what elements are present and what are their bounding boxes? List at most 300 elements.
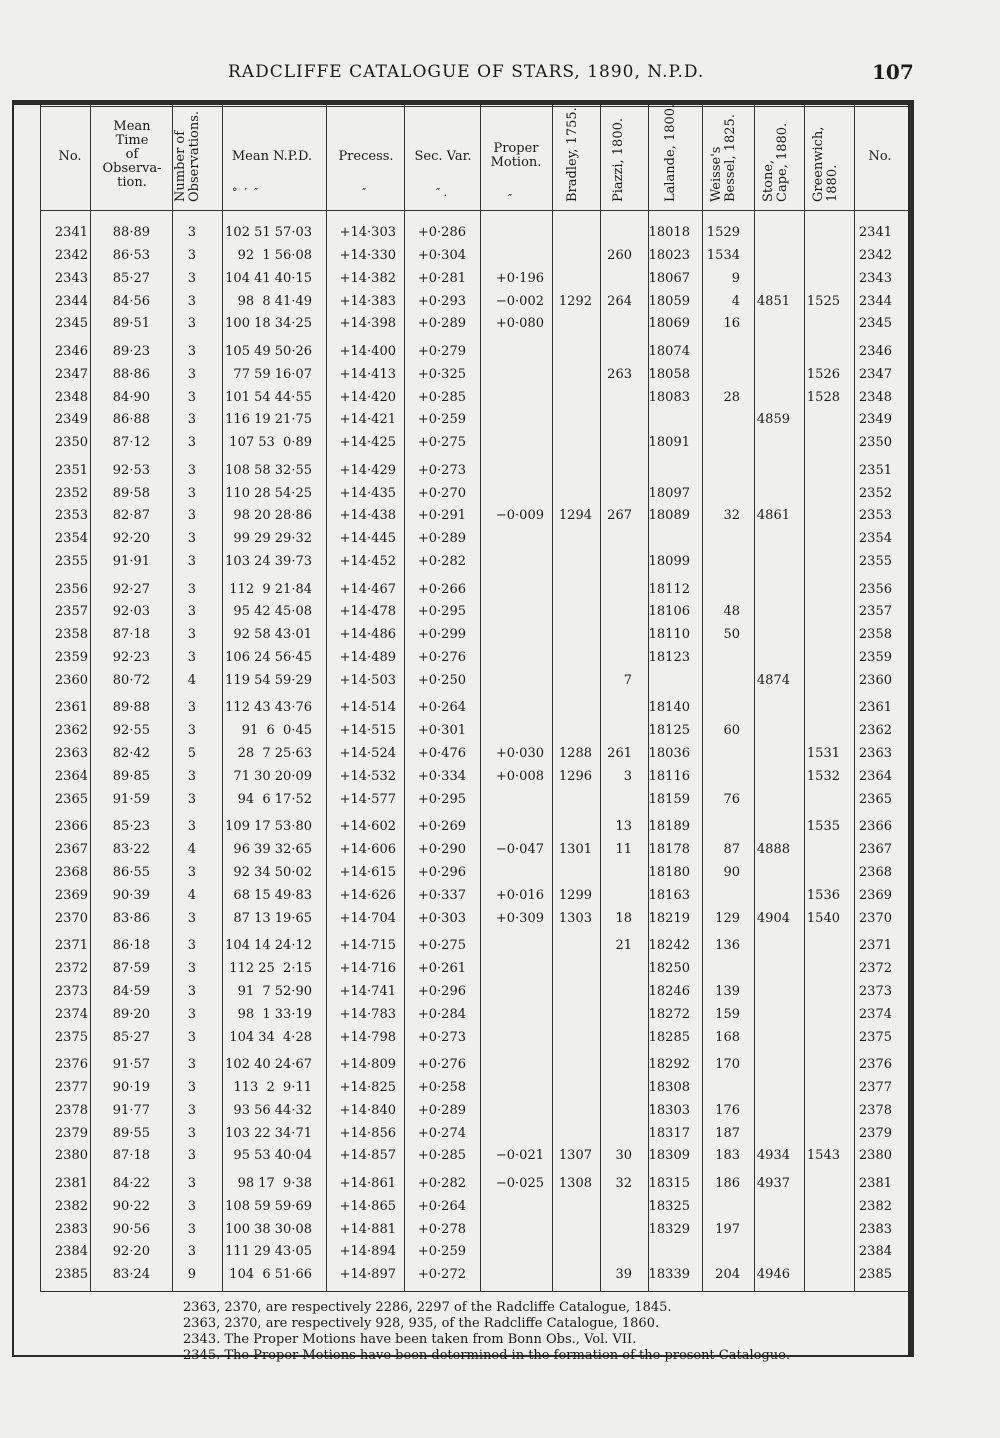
cell-secular-variation: +0·269 — [417, 819, 466, 835]
cell-star-number-right: 2356 — [858, 581, 892, 597]
cell-mean-time: 92·53 — [112, 462, 150, 478]
cell-mean-time: 89·51 — [112, 316, 150, 332]
cell-precession: +14·486 — [339, 627, 396, 643]
cell-proper-motion: −0·021 — [495, 1148, 544, 1164]
header-piazzi: Piazzi, 1800. — [611, 118, 626, 202]
cell-secular-variation: +0·261 — [417, 960, 466, 976]
cell-lalande-ref: 18091 — [648, 435, 690, 451]
cell-precession: +14·715 — [339, 938, 396, 954]
cell-observations: 3 — [187, 723, 196, 739]
cell-precession: +14·897 — [339, 1267, 396, 1283]
cell-mean-npd: 102 51 57·03 — [225, 225, 312, 240]
column-rule — [804, 105, 805, 1291]
cell-observations: 3 — [187, 938, 196, 954]
cell-lalande-ref: 18036 — [648, 746, 690, 762]
cell-secular-variation: +0·276 — [417, 1056, 466, 1072]
cell-observations: 3 — [187, 1198, 196, 1214]
cell-lalande-ref: 18106 — [648, 604, 690, 620]
cell-mean-npd: 99 29 29·32 — [233, 531, 312, 547]
cell-star-number: 2367 — [54, 842, 88, 858]
cell-secular-variation: +0·293 — [417, 293, 466, 309]
cell-lalande-ref: 18069 — [648, 316, 690, 332]
cell-proper-motion: −0·009 — [495, 508, 544, 524]
cell-lalande-ref: 18110 — [648, 627, 690, 643]
cell-secular-variation: +0·259 — [417, 412, 466, 428]
cell-secular-variation: +0·289 — [417, 316, 466, 332]
cell-mean-npd: 71 30 20·09 — [233, 768, 312, 784]
cell-mean-npd: 91 6 0·45 — [241, 723, 312, 739]
cell-lalande-ref: 18272 — [648, 1006, 690, 1022]
cell-star-number: 2347 — [54, 366, 88, 382]
cell-proper-motion: +0·008 — [495, 768, 544, 784]
cell-star-number: 2374 — [54, 1006, 88, 1022]
cell-mean-npd: 91 7 52·90 — [237, 983, 312, 999]
cell-lalande-ref: 18067 — [648, 270, 690, 286]
cell-observations: 3 — [187, 768, 196, 784]
cell-bradley-ref: 1288 — [558, 746, 592, 762]
cell-observations: 3 — [187, 1079, 196, 1095]
cell-proper-motion: −0·002 — [495, 293, 544, 309]
cell-star-number: 2351 — [54, 462, 88, 478]
cell-precession: +14·413 — [339, 366, 396, 382]
cell-star-number-right: 2365 — [858, 791, 892, 807]
cell-mean-time: 90·22 — [112, 1198, 150, 1214]
cell-lalande-ref: 18074 — [648, 343, 690, 359]
cell-mean-time: 91·77 — [112, 1102, 150, 1118]
cell-precession: +14·489 — [339, 650, 396, 666]
cell-mean-npd: 98 8 41·49 — [237, 293, 312, 309]
cell-mean-npd: 98 20 28·86 — [233, 508, 312, 524]
cell-mean-time: 87·18 — [112, 627, 150, 643]
cell-lalande-ref: 18023 — [648, 247, 690, 263]
cell-mean-npd: 103 22 34·71 — [225, 1125, 312, 1141]
cell-mean-npd: 103 24 39·73 — [225, 554, 312, 570]
cell-greenwich-ref: 1536 — [806, 887, 840, 903]
cell-observations: 9 — [187, 1267, 196, 1283]
cell-observations: 3 — [187, 435, 196, 451]
cell-secular-variation: +0·295 — [417, 791, 466, 807]
cell-secular-variation: +0·272 — [417, 1267, 466, 1283]
cell-observations: 3 — [187, 554, 196, 570]
cell-star-number-right: 2385 — [858, 1267, 892, 1283]
cell-star-number-right: 2368 — [858, 864, 892, 880]
cell-star-number: 2383 — [54, 1221, 88, 1237]
cell-mean-npd: 92 34 50·02 — [233, 864, 312, 880]
cell-precession: +14·825 — [339, 1079, 396, 1095]
cell-star-number-right: 2355 — [858, 554, 892, 570]
cell-mean-time: 84·59 — [112, 983, 150, 999]
cell-star-number-right: 2375 — [858, 1029, 892, 1045]
cell-star-number: 2353 — [54, 508, 88, 524]
cell-observations: 4 — [187, 842, 196, 858]
cell-bradley-ref: 1296 — [558, 768, 592, 784]
cell-mean-time: 92·20 — [112, 1244, 150, 1260]
cell-weisse-ref: 76 — [723, 791, 740, 807]
cell-stone-ref: 4861 — [756, 508, 790, 524]
cell-weisse-ref: 139 — [715, 983, 740, 999]
cell-weisse-ref: 48 — [723, 604, 740, 620]
table-top-rule — [40, 106, 911, 107]
cell-star-number-right: 2372 — [858, 960, 892, 976]
cell-star-number: 2354 — [54, 531, 88, 547]
header-number-of-observations: Number of Observations. — [173, 110, 202, 202]
cell-star-number: 2352 — [54, 485, 88, 501]
cell-secular-variation: +0·295 — [417, 604, 466, 620]
cell-observations: 3 — [187, 225, 196, 240]
cell-secular-variation: +0·289 — [417, 531, 466, 547]
cell-lalande-ref: 18089 — [648, 508, 690, 524]
cell-lalande-ref: 18292 — [648, 1056, 690, 1072]
cell-observations: 3 — [187, 581, 196, 597]
cell-weisse-ref: 9 — [731, 270, 740, 286]
cell-secular-variation: +0·304 — [417, 247, 466, 263]
cell-greenwich-ref: 1543 — [806, 1148, 840, 1164]
cell-lalande-ref: 18250 — [648, 960, 690, 976]
cell-weisse-ref: 32 — [723, 508, 740, 524]
cell-mean-time: 92·55 — [112, 723, 150, 739]
cell-star-number-right: 2373 — [858, 983, 892, 999]
cell-star-number: 2345 — [54, 316, 88, 332]
cell-lalande-ref: 18189 — [648, 819, 690, 835]
cell-mean-time: 92·03 — [112, 604, 150, 620]
cell-observations: 3 — [187, 650, 196, 666]
cell-observations: 4 — [187, 672, 196, 688]
cell-mean-npd: 100 18 34·25 — [225, 316, 312, 332]
cell-proper-motion: +0·030 — [495, 746, 544, 762]
cell-star-number-right: 2344 — [858, 293, 892, 309]
cell-lalande-ref: 18219 — [648, 910, 690, 926]
cell-star-number: 2341 — [54, 225, 88, 240]
cell-piazzi-ref: 39 — [615, 1267, 632, 1283]
cell-mean-time: 87·18 — [112, 1148, 150, 1164]
cell-observations: 3 — [187, 366, 196, 382]
header-precess-units: ″ — [362, 186, 367, 199]
cell-lalande-ref: 18123 — [648, 650, 690, 666]
cell-star-number: 2381 — [54, 1175, 88, 1191]
cell-observations: 3 — [187, 864, 196, 880]
cell-star-number-right: 2360 — [858, 672, 892, 688]
cell-precession: +14·606 — [339, 842, 396, 858]
cell-star-number-right: 2350 — [858, 435, 892, 451]
cell-lalande-ref: 18163 — [648, 887, 690, 903]
cell-star-number: 2370 — [54, 910, 88, 926]
cell-mean-time: 86·55 — [112, 864, 150, 880]
cell-precession: +14·425 — [339, 435, 396, 451]
cell-mean-time: 90·39 — [112, 887, 150, 903]
cell-lalande-ref: 18308 — [648, 1079, 690, 1095]
cell-star-number-right: 2374 — [858, 1006, 892, 1022]
cell-precession: +14·514 — [339, 700, 396, 716]
cell-precession: +14·303 — [339, 225, 396, 240]
cell-lalande-ref: 18325 — [648, 1198, 690, 1214]
cell-bradley-ref: 1294 — [558, 508, 592, 524]
cell-observations: 5 — [187, 746, 196, 762]
cell-mean-npd: 112 25 2·15 — [229, 960, 312, 976]
cell-observations: 3 — [187, 1125, 196, 1141]
cell-secular-variation: +0·290 — [417, 842, 466, 858]
cell-precession: +14·524 — [339, 746, 396, 762]
cell-lalande-ref: 18339 — [648, 1267, 690, 1283]
header-mean-npd: Mean N.P.D. — [231, 149, 313, 164]
cell-piazzi-ref: 13 — [615, 819, 632, 835]
cell-mean-npd: 109 17 53·80 — [225, 819, 312, 835]
cell-star-number-right: 2352 — [858, 485, 892, 501]
cell-precession: +14·467 — [339, 581, 396, 597]
footnote: 2363, 2370, are respectively 928, 935, of the Radcliffe Catalogue, 1860. — [183, 1316, 660, 1331]
column-rule — [222, 105, 223, 1291]
column-rule — [40, 105, 41, 1291]
cell-star-number-right: 2362 — [858, 723, 892, 739]
cell-secular-variation: +0·275 — [417, 435, 466, 451]
column-rule — [172, 105, 173, 1291]
header-proper-motion: Proper Motion. — [490, 141, 542, 170]
cell-mean-time: 89·20 — [112, 1006, 150, 1022]
cell-star-number-right: 2363 — [858, 746, 892, 762]
cell-mean-npd: 94 6 17·52 — [237, 791, 312, 807]
header-sec-var: Sec. Var. — [414, 149, 472, 164]
cell-precession: +14·435 — [339, 485, 396, 501]
cell-star-number-right: 2376 — [858, 1056, 892, 1072]
cell-mean-time: 86·53 — [112, 247, 150, 263]
cell-secular-variation: +0·279 — [417, 343, 466, 359]
cell-mean-npd: 105 49 50·26 — [225, 343, 312, 359]
cell-mean-time: 88·86 — [112, 366, 150, 382]
cell-precession: +14·783 — [339, 1006, 396, 1022]
cell-mean-time: 88·89 — [112, 225, 150, 240]
cell-stone-ref: 4904 — [756, 910, 790, 926]
cell-mean-npd: 107 53 0·89 — [229, 435, 312, 451]
cell-observations: 3 — [187, 508, 196, 524]
header-npd-units: ° ′ ″ — [232, 186, 259, 199]
footnote: 2345. The Proper Motions have been determined in the formation of the present Catalogue. — [183, 1348, 790, 1363]
cell-bradley-ref: 1303 — [558, 910, 592, 926]
cell-mean-npd: 104 6 51·66 — [229, 1267, 312, 1283]
cell-precession: +14·478 — [339, 604, 396, 620]
cell-mean-npd: 28 7 25·63 — [237, 746, 312, 762]
cell-star-number-right: 2348 — [858, 389, 892, 405]
cell-secular-variation: +0·259 — [417, 1244, 466, 1260]
cell-star-number: 2377 — [54, 1079, 88, 1095]
cell-precession: +14·741 — [339, 983, 396, 999]
cell-star-number-right: 2369 — [858, 887, 892, 903]
cell-star-number: 2366 — [54, 819, 88, 835]
cell-precession: +14·452 — [339, 554, 396, 570]
cell-weisse-ref: 87 — [723, 842, 740, 858]
cell-star-number: 2364 — [54, 768, 88, 784]
cell-piazzi-ref: 32 — [615, 1175, 632, 1191]
cell-piazzi-ref: 261 — [607, 746, 632, 762]
cell-lalande-ref: 18018 — [648, 225, 690, 240]
cell-weisse-ref: 1529 — [706, 225, 740, 240]
cell-observations: 3 — [187, 791, 196, 807]
column-rule — [404, 105, 405, 1291]
cell-star-number: 2343 — [54, 270, 88, 286]
cell-piazzi-ref: 3 — [623, 768, 632, 784]
cell-lalande-ref: 18180 — [648, 864, 690, 880]
cell-precession: +14·798 — [339, 1029, 396, 1045]
cell-observations: 3 — [187, 604, 196, 620]
column-rule — [600, 105, 601, 1291]
cell-star-number: 2384 — [54, 1244, 88, 1260]
cell-star-number-right: 2382 — [858, 1198, 892, 1214]
cell-lalande-ref: 18159 — [648, 791, 690, 807]
cell-greenwich-ref: 1540 — [806, 910, 840, 926]
cell-secular-variation: +0·325 — [417, 366, 466, 382]
cell-observations: 3 — [187, 531, 196, 547]
cell-lalande-ref: 18309 — [648, 1148, 690, 1164]
cell-proper-motion: −0·047 — [495, 842, 544, 858]
cell-mean-npd: 95 53 40·04 — [233, 1148, 312, 1164]
cell-piazzi-ref: 264 — [607, 293, 632, 309]
table-bottom-rule — [40, 1291, 911, 1292]
cell-star-number-right: 2381 — [858, 1175, 892, 1191]
cell-piazzi-ref: 260 — [607, 247, 632, 263]
cell-lalande-ref: 18097 — [648, 485, 690, 501]
cell-piazzi-ref: 263 — [607, 366, 632, 382]
cell-star-number-right: 2351 — [858, 462, 892, 478]
cell-mean-time: 82·87 — [112, 508, 150, 524]
cell-star-number-right: 2354 — [858, 531, 892, 547]
cell-star-number: 2349 — [54, 412, 88, 428]
header-proper-motion-units: ″ — [508, 192, 513, 205]
cell-mean-time: 92·23 — [112, 650, 150, 666]
cell-observations: 3 — [187, 1102, 196, 1118]
cell-mean-time: 83·22 — [112, 842, 150, 858]
cell-precession: +14·865 — [339, 1198, 396, 1214]
cell-greenwich-ref: 1535 — [806, 819, 840, 835]
cell-star-number-right: 2347 — [858, 366, 892, 382]
cell-star-number-right: 2346 — [858, 343, 892, 359]
cell-mean-time: 85·27 — [112, 270, 150, 286]
cell-secular-variation: +0·282 — [417, 1175, 466, 1191]
cell-star-number-right: 2370 — [858, 910, 892, 926]
cell-star-number-right: 2361 — [858, 700, 892, 716]
cell-observations: 3 — [187, 983, 196, 999]
cell-observations: 3 — [187, 270, 196, 286]
page-number: 107 — [872, 60, 914, 84]
cell-observations: 3 — [187, 1029, 196, 1045]
cell-precession: +14·532 — [339, 768, 396, 784]
footnotes — [183, 1300, 790, 1364]
cell-secular-variation: +0·264 — [417, 700, 466, 716]
cell-mean-npd: 112 43 43·76 — [225, 700, 312, 716]
header-stone-cape: Stone, Cape, 1880. — [761, 122, 790, 202]
cell-precession: +14·438 — [339, 508, 396, 524]
cell-lalande-ref: 18246 — [648, 983, 690, 999]
cell-weisse-ref: 204 — [715, 1267, 740, 1283]
cell-star-number: 2350 — [54, 435, 88, 451]
cell-weisse-ref: 90 — [723, 864, 740, 880]
column-rule — [480, 105, 481, 1291]
cell-lalande-ref: 18178 — [648, 842, 690, 858]
cell-secular-variation: +0·476 — [417, 746, 466, 762]
cell-stone-ref: 4859 — [756, 412, 790, 428]
cell-mean-npd: 111 29 43·05 — [225, 1244, 312, 1260]
cell-secular-variation: +0·337 — [417, 887, 466, 903]
cell-precession: +14·716 — [339, 960, 396, 976]
cell-greenwich-ref: 1532 — [806, 768, 840, 784]
cell-star-number-right: 2358 — [858, 627, 892, 643]
cell-star-number: 2372 — [54, 960, 88, 976]
cell-star-number-right: 2343 — [858, 270, 892, 286]
cell-mean-npd: 110 28 54·25 — [225, 485, 312, 501]
cell-greenwich-ref: 1525 — [806, 293, 840, 309]
cell-secular-variation: +0·258 — [417, 1079, 466, 1095]
cell-star-number-right: 2349 — [858, 412, 892, 428]
cell-star-number: 2346 — [54, 343, 88, 359]
cell-mean-time: 85·27 — [112, 1029, 150, 1045]
cell-bradley-ref: 1307 — [558, 1148, 592, 1164]
cell-precession: +14·429 — [339, 462, 396, 478]
cell-mean-npd: 104 41 40·15 — [225, 270, 312, 286]
cell-star-number-right: 2345 — [858, 316, 892, 332]
column-rule — [910, 105, 911, 1291]
cell-secular-variation: +0·296 — [417, 983, 466, 999]
cell-mean-time: 82·42 — [112, 746, 150, 762]
cell-observations: 3 — [187, 910, 196, 926]
cell-star-number-right: 2371 — [858, 938, 892, 954]
cell-weisse-ref: 129 — [715, 910, 740, 926]
column-rule — [702, 105, 703, 1291]
cell-mean-time: 91·57 — [112, 1056, 150, 1072]
header-mean-time: Mean Time of Observa- tion. — [102, 119, 162, 190]
cell-mean-npd: 95 42 45·08 — [233, 604, 312, 620]
cell-star-number-right: 2383 — [858, 1221, 892, 1237]
cell-secular-variation: +0·291 — [417, 508, 466, 524]
cell-observations: 3 — [187, 293, 196, 309]
cell-mean-time: 86·18 — [112, 938, 150, 954]
cell-secular-variation: +0·303 — [417, 910, 466, 926]
cell-star-number-right: 2379 — [858, 1125, 892, 1141]
cell-proper-motion: +0·196 — [495, 270, 544, 286]
cell-precession: +14·626 — [339, 887, 396, 903]
cell-observations: 3 — [187, 1148, 196, 1164]
cell-stone-ref: 4937 — [756, 1175, 790, 1191]
cell-precession: +14·445 — [339, 531, 396, 547]
header-no: No. — [58, 149, 82, 164]
cell-observations: 3 — [187, 462, 196, 478]
cell-observations: 4 — [187, 887, 196, 903]
cell-weisse-ref: 183 — [715, 1148, 740, 1164]
cell-mean-time: 87·12 — [112, 435, 150, 451]
cell-observations: 3 — [187, 316, 196, 332]
cell-mean-npd: 87 13 19·65 — [233, 910, 312, 926]
cell-lalande-ref: 18303 — [648, 1102, 690, 1118]
cell-mean-time: 84·90 — [112, 389, 150, 405]
cell-star-number: 2342 — [54, 247, 88, 263]
cell-mean-time: 80·72 — [112, 672, 150, 688]
cell-star-number: 2361 — [54, 700, 88, 716]
cell-mean-time: 92·27 — [112, 581, 150, 597]
cell-star-number: 2375 — [54, 1029, 88, 1045]
cell-star-number-right: 2342 — [858, 247, 892, 263]
cell-bradley-ref: 1292 — [558, 293, 592, 309]
cell-mean-npd: 112 9 21·84 — [229, 581, 312, 597]
cell-stone-ref: 4934 — [756, 1148, 790, 1164]
cell-mean-npd: 104 34 4·28 — [229, 1029, 312, 1045]
header-sec-var-units: ″ . — [436, 186, 448, 199]
cell-secular-variation: +0·275 — [417, 938, 466, 954]
header-bradley: Bradley, 1755. — [565, 107, 580, 202]
cell-lalande-ref: 18112 — [648, 581, 690, 597]
cell-observations: 3 — [187, 700, 196, 716]
cell-mean-npd: 102 40 24·67 — [225, 1056, 312, 1072]
cell-observations: 3 — [187, 1221, 196, 1237]
header-weisse-bessel: Weisse's Bessel, 1825. — [709, 114, 738, 202]
cell-observations: 3 — [187, 1175, 196, 1191]
cell-star-number: 2358 — [54, 627, 88, 643]
cell-bradley-ref: 1301 — [558, 842, 592, 858]
